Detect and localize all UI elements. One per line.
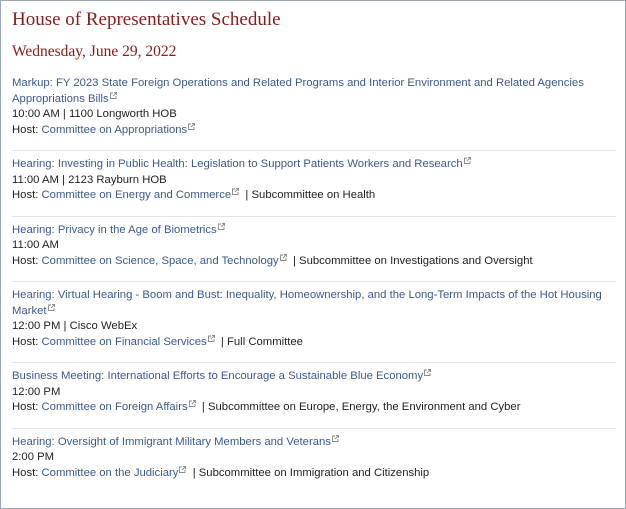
committee-link[interactable]: Committee on Foreign Affairs — [41, 401, 188, 413]
host-label: Host: — [12, 123, 39, 136]
event-host-line — [12, 123, 616, 139]
event-item — [12, 429, 616, 494]
event-title-line — [12, 369, 616, 385]
external-link-icon — [332, 435, 339, 442]
subcommittee-label: | Subcommittee on Investigations and Oversight — [292, 254, 533, 267]
event-title-link[interactable]: Hearing: Investing in Public Health: Legislation to Support Patients Workers and Research — [12, 158, 463, 170]
event-title-link[interactable]: Markup: FY 2023 State Foreign Operations and Related Programs and Interior Environment and Related Agencies Appropriations Bills — [12, 77, 584, 105]
event-title-line — [12, 76, 616, 107]
event-title-line — [12, 223, 616, 239]
event-time-location: 2:00 PM — [12, 451, 55, 463]
event-host-line — [12, 466, 616, 482]
page-title: House of Representatives Schedule — [12, 9, 281, 30]
event-host-line — [12, 254, 616, 270]
host-label: Host: — [12, 254, 39, 267]
event-item — [12, 151, 616, 217]
host-label: Host: — [12, 189, 39, 201]
committee-link[interactable]: Committee on Financial Services — [41, 335, 207, 348]
external-link-icon — [189, 400, 196, 407]
subcommittee-label: | Subcommittee on Europe, Energy, the Environment and Cyber — [201, 401, 521, 413]
external-link-icon — [208, 335, 215, 342]
host-label: Host: — [12, 401, 39, 413]
external-link-icon — [110, 92, 117, 99]
host-label: Host: — [12, 335, 39, 348]
event-title-link[interactable]: Hearing: Privacy in the Age of Biometrics — [12, 223, 217, 236]
external-link-icon — [188, 123, 195, 130]
event-list — [12, 70, 616, 493]
event-host-line — [12, 400, 616, 416]
external-link-icon — [424, 369, 431, 376]
event-time-location: 11:00 AM — [12, 239, 59, 251]
event-item — [12, 282, 616, 363]
event-title-link[interactable]: Business Meeting: International Efforts to Encourage a Sustainable Blue Economy — [12, 370, 424, 382]
host-label: Host: — [12, 466, 39, 479]
subcommittee-label: | Subcommittee on Health — [245, 189, 376, 201]
external-link-icon — [232, 188, 239, 195]
event-host-line — [12, 335, 616, 351]
event-title-link[interactable]: Hearing: Virtual Hearing - Boom and Bust: Inequality, Homeownership, and the Long-Term Impacts of the Hot Housing Market — [12, 289, 602, 317]
event-title-line — [12, 435, 616, 451]
external-link-icon — [280, 254, 287, 261]
event-title-line — [12, 288, 616, 319]
external-link-icon — [48, 304, 55, 311]
external-link-icon — [179, 466, 186, 473]
event-item — [12, 217, 616, 283]
external-link-icon — [218, 223, 225, 230]
schedule-date: Wednesday, June 29, 2022 — [12, 43, 177, 60]
committee-link[interactable]: Committee on the Judiciary — [41, 466, 179, 479]
event-host-line — [12, 188, 616, 204]
committee-link[interactable]: Committee on Science, Space, and Technology — [41, 254, 279, 267]
event-item — [12, 363, 616, 429]
event-item — [12, 70, 616, 151]
external-link-icon — [464, 157, 471, 164]
committee-link[interactable]: Committee on Appropriations — [41, 123, 188, 136]
event-title-link[interactable]: Hearing: Oversight of Immigrant Military Members and Veterans — [12, 435, 331, 448]
subcommittee-label: | Full Committee — [220, 335, 303, 348]
event-title-line — [12, 157, 616, 173]
event-time-location: 12:00 PM — [12, 385, 61, 398]
subcommittee-label: | Subcommittee on Immigration and Citizenship — [192, 466, 430, 479]
event-time-location: 12:00 PM | Cisco WebEx — [12, 320, 138, 332]
event-time-location: 10:00 AM | 1100 Longworth HOB — [12, 108, 177, 120]
committee-link[interactable]: Committee on Energy and Commerce — [41, 189, 232, 201]
event-time-location: 11:00 AM | 2123 Rayburn HOB — [12, 173, 167, 186]
schedule-content — [12, 9, 616, 493]
